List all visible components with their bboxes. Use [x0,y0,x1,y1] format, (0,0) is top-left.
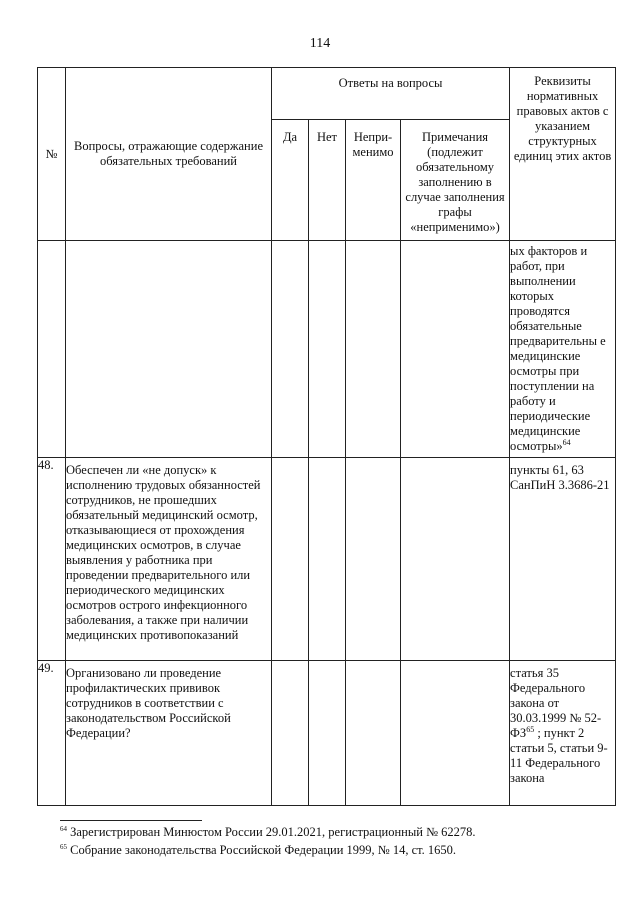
row-question [66,241,272,458]
notes-cell [401,241,510,458]
row-number: 48. [38,458,66,661]
footnote: $^{64}$ Зарегистрирован Минюстом России 29.01.2021, регистрационный № 62278. [60,824,476,839]
header-yes: Да [272,120,309,241]
footnote-mark: 65 [60,842,67,851]
footnote-ref: 64 [562,437,571,447]
yes-cell [272,241,309,458]
header-not-applicable: Непри- менимо [346,120,401,241]
notes-cell [401,458,510,661]
row-number [38,241,66,458]
row-requisites: статья 35 Федерального закона от 30.03.1999 № 52-ФЗ$^{65}$ ; пункт 2 статьи 5, статьи 9-11 Федерального закона [510,661,616,806]
row-requisites: пункты 61, 63 СанПиН 3.3686-21 [510,458,616,661]
footnote: $^{65}$ Собрание законодательства Российской Федерации 1999, № 14, ст. 1650. [60,842,457,857]
footnote-mark: 64 [60,824,67,833]
header-requisites: Реквизиты нормативных правовых актов с указанием структурных единиц этих актов [510,68,616,241]
no-cell [309,458,346,661]
table-row [38,661,616,806]
row-number: 49. [38,661,66,806]
yes-cell [272,661,309,806]
header-questions: Вопросы, отражающие содержание обязательных требований [66,68,272,241]
table-row [38,241,616,458]
header-no: Нет [309,120,346,241]
header-answers: Ответы на вопросы [272,68,510,120]
page-number: 114 [309,36,331,51]
row-question: Организовано ли проведение профилактических прививок сотрудников в соответствии с законодательством Российской Федерации? [66,661,272,806]
table-row [38,458,616,661]
yes-cell [272,458,309,661]
header-notes: Примечания (подлежит обязательному заполнению в случае заполнения графы «неприменимо») [401,120,510,241]
footnote-separator [60,820,202,821]
requirements-table [37,67,616,806]
row-question: Обеспечен ли «не допуск» к исполнению трудовых обязанностей сотрудников, не прошедших обязательный медицинский осмотр, отказывающиеся от прохождения медицинских осмотров, в случае выявления у работника при проведении предварительного или периодического медицинских осмотров острого инфекционного заболевания, а также при наличии медицинских противопоказаний [66,458,272,661]
not-applicable-cell [346,661,401,806]
header-number: № [38,68,66,241]
no-cell [309,241,346,458]
not-applicable-cell [346,458,401,661]
footnote-ref: 65 [526,724,535,734]
no-cell [309,661,346,806]
not-applicable-cell [346,241,401,458]
notes-cell [401,661,510,806]
row-requisites: ых факторов и работ, при выполнении которых проводятся обязательные предварительны е медицинские осмотры при поступлении на работу и периодические медицинские осмотры»$^{64}$ [510,241,616,458]
